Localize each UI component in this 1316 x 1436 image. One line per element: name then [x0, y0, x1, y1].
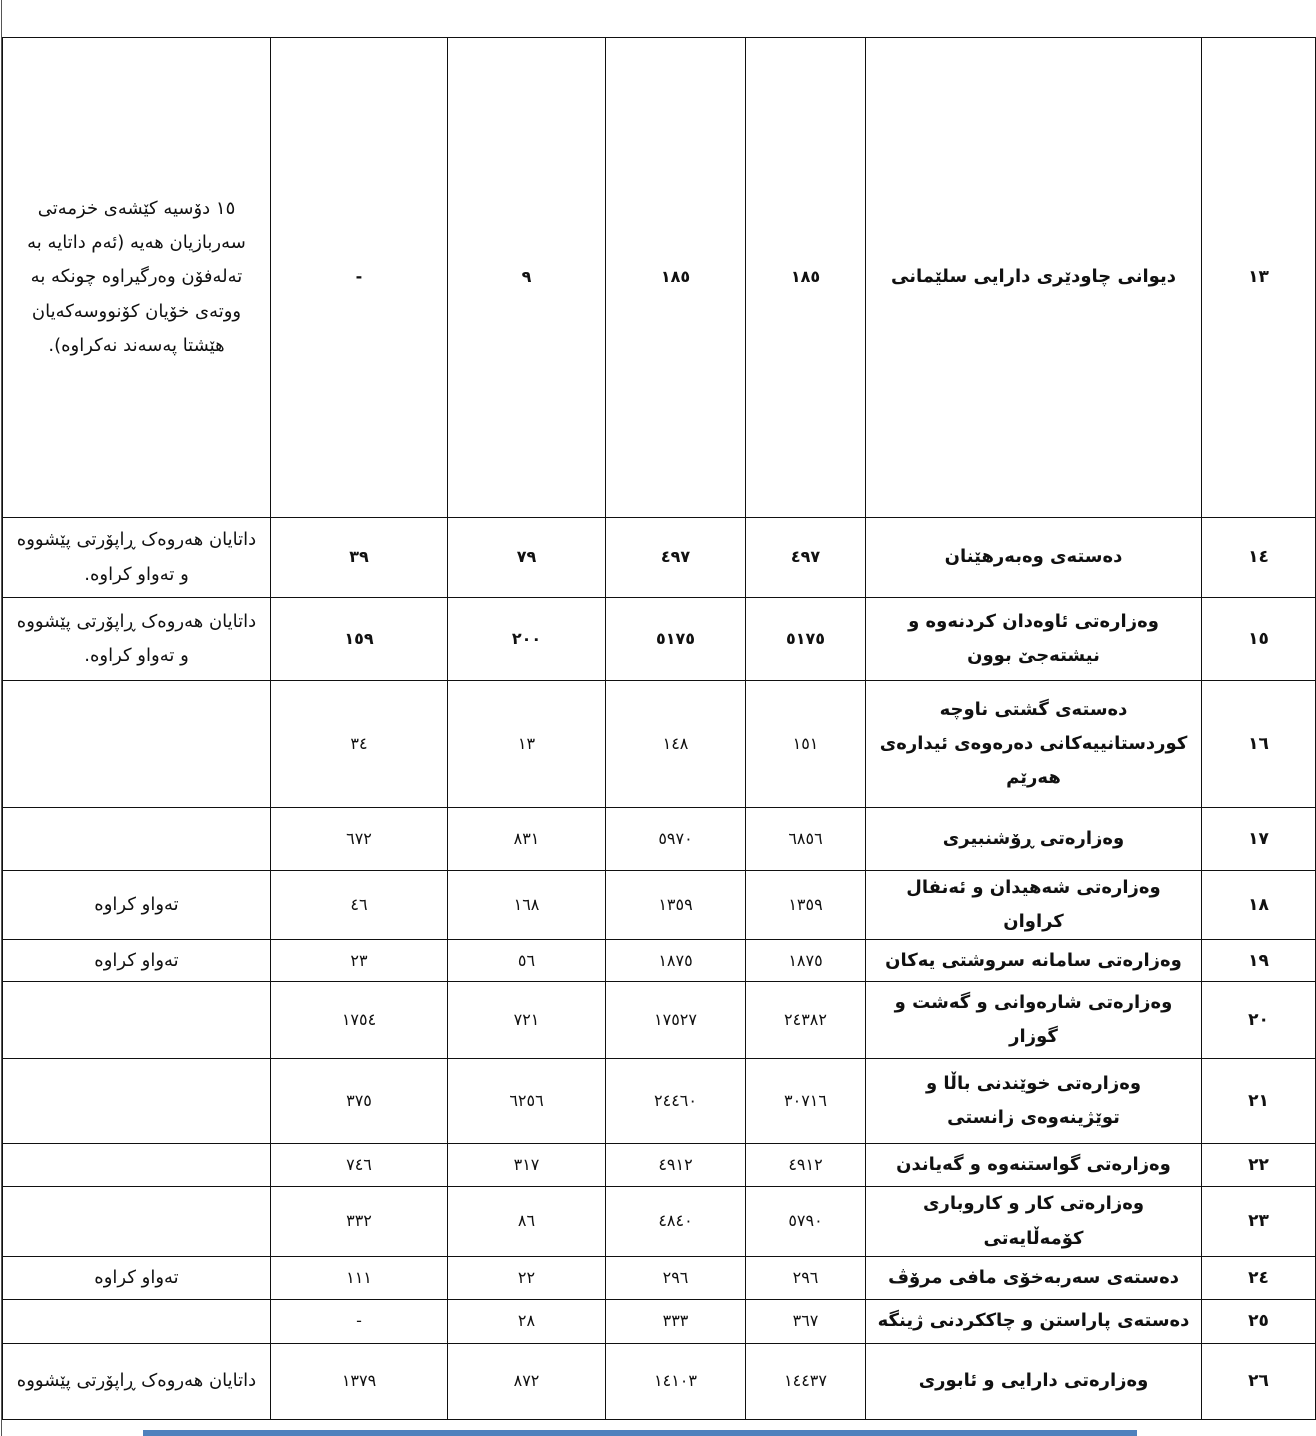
- value-d-cell: ١٣٧٩: [271, 1343, 448, 1419]
- row-number-cell: ٢٥: [1202, 1299, 1316, 1343]
- value-c-cell: ٧٢١: [448, 982, 606, 1059]
- value-b-cell: ١٤١٠٣: [606, 1343, 746, 1419]
- value-d-cell: -: [271, 38, 448, 518]
- row-number-cell: ٢٤: [1202, 1256, 1316, 1299]
- value-d-cell: ٣٧٥: [271, 1059, 448, 1144]
- note-cell: [3, 1144, 271, 1187]
- value-c-cell: ٨٣١: [448, 808, 606, 871]
- institution-name-cell: وەزارەتی خوێندنی باڵا و توێژینەوەی زانستی: [866, 1059, 1202, 1144]
- value-c-cell: ٦٢٥٦: [448, 1059, 606, 1144]
- row-number-cell: ١٩: [1202, 940, 1316, 982]
- value-d-cell: ٣٩: [271, 518, 448, 598]
- value-d-cell: ٢٣: [271, 940, 448, 982]
- note-cell: [3, 808, 271, 871]
- institution-name-cell: دەستەی پاراستن و چاککردنی ژینگە: [866, 1299, 1202, 1343]
- value-b-cell: ٥١٧٥: [606, 598, 746, 681]
- value-b-cell: ٢٩٦: [606, 1256, 746, 1299]
- value-c-cell: ٧٩: [448, 518, 606, 598]
- row-number-cell: ١٨: [1202, 871, 1316, 940]
- value-d-cell: -: [271, 1299, 448, 1343]
- table-row: [3, 681, 1316, 808]
- value-c-cell: ١٦٨: [448, 871, 606, 940]
- value-b-cell: ١٣٥٩: [606, 871, 746, 940]
- value-b-cell: ٤٩٧: [606, 518, 746, 598]
- institution-name-cell: وەزارەتی شارەوانی و گەشت و گوزار: [866, 982, 1202, 1059]
- note-cell: داتایان هەروەک ڕاپۆرتی پێشووە و تەواو کراوە.: [3, 598, 271, 681]
- institution-name-cell: وەزارەتی ئاوەدان کردنەوە و نیشتەجێ بوون: [866, 598, 1202, 681]
- value-a-cell: ٢٤٣٨٢: [746, 982, 866, 1059]
- row-number-cell: ١٥: [1202, 598, 1316, 681]
- row-number-cell: ٢٢: [1202, 1144, 1316, 1187]
- value-c-cell: ٢٠٠: [448, 598, 606, 681]
- value-d-cell: ٣٤: [271, 681, 448, 808]
- table-row: [3, 1299, 1316, 1343]
- institution-name-cell: وەزارەتی گواستنەوە و گەیاندن: [866, 1144, 1202, 1187]
- value-a-cell: ١٨٥: [746, 38, 866, 518]
- institution-name-cell: دەستەی وەبەرهێنان: [866, 518, 1202, 598]
- table-row: [3, 1059, 1316, 1144]
- value-a-cell: ٤٩٧: [746, 518, 866, 598]
- institution-name-cell: وەزارەتی ڕۆشنبیری: [866, 808, 1202, 871]
- value-d-cell: ٤٦: [271, 871, 448, 940]
- value-c-cell: ٣١٧: [448, 1144, 606, 1187]
- note-cell: ١٥ دۆسیە کێشەی خزمەتی سەربازیان هەیە (ئەم داتایە بە تەلەفۆن وەرگیراوە چونکە بە ووتەی خۆیان کۆنووسەکەیان هێشتا پەسەند نەکراوە).: [3, 38, 271, 518]
- note-cell: [3, 982, 271, 1059]
- institution-name-cell: ديوانی چاودێری دارایی سلێمانی: [866, 38, 1202, 518]
- table-row: [3, 1144, 1316, 1187]
- value-b-cell: ١٨٥: [606, 38, 746, 518]
- institution-name-cell: دەستەی گشتی ناوچە کوردستانییەکانی دەرەوەی ئیدارەی هەرێم: [866, 681, 1202, 808]
- table-row: [3, 518, 1316, 598]
- row-number-cell: ٢٦: [1202, 1343, 1316, 1419]
- institution-name-cell: وەزارەتی شەهیدان و ئەنفال کراوان: [866, 871, 1202, 940]
- row-number-cell: ٢١: [1202, 1059, 1316, 1144]
- institution-name-cell: دەستەی سەربەخۆی مافی مرۆڤ: [866, 1256, 1202, 1299]
- ministries-data-table: [2, 37, 1316, 1420]
- row-number-cell: ٢٠: [1202, 982, 1316, 1059]
- table-row: [3, 940, 1316, 982]
- table-row: [3, 1187, 1316, 1256]
- note-cell: تەواو کراوە: [3, 871, 271, 940]
- table-row: [3, 1256, 1316, 1299]
- value-a-cell: ٣٠٧١٦: [746, 1059, 866, 1144]
- value-c-cell: ٥٦: [448, 940, 606, 982]
- row-number-cell: ١٤: [1202, 518, 1316, 598]
- value-d-cell: ٣٣٢: [271, 1187, 448, 1256]
- table-row: [3, 38, 1316, 518]
- value-b-cell: ٢٤٤٦٠: [606, 1059, 746, 1144]
- value-d-cell: ١٥٩: [271, 598, 448, 681]
- value-b-cell: ٤٨٤٠: [606, 1187, 746, 1256]
- row-number-cell: ٢٣: [1202, 1187, 1316, 1256]
- table-row: [3, 871, 1316, 940]
- note-cell: [3, 1059, 271, 1144]
- note-cell: تەواو کراوە: [3, 1256, 271, 1299]
- value-b-cell: ٤٩١٢: [606, 1144, 746, 1187]
- table-row: [3, 598, 1316, 681]
- table-row: [3, 1343, 1316, 1419]
- value-a-cell: ١٨٧٥: [746, 940, 866, 982]
- row-number-cell: ١٧: [1202, 808, 1316, 871]
- value-a-cell: ١٤٤٣٧: [746, 1343, 866, 1419]
- value-a-cell: ٥٧٩٠: [746, 1187, 866, 1256]
- note-cell: تەواو کراوە: [3, 940, 271, 982]
- institution-name-cell: وەزارەتی سامانە سروشتی یەکان: [866, 940, 1202, 982]
- note-cell: [3, 681, 271, 808]
- footer-divider-bar: [143, 1430, 1137, 1436]
- table-row: [3, 808, 1316, 871]
- value-a-cell: ٥١٧٥: [746, 598, 866, 681]
- value-a-cell: ١٥١: [746, 681, 866, 808]
- row-number-cell: ١٣: [1202, 38, 1316, 518]
- institution-name-cell: وەزارەتی دارایی و ئابوری: [866, 1343, 1202, 1419]
- value-a-cell: ٢٩٦: [746, 1256, 866, 1299]
- value-c-cell: ٢٢: [448, 1256, 606, 1299]
- value-d-cell: ٧٤٦: [271, 1144, 448, 1187]
- value-c-cell: ٢٨: [448, 1299, 606, 1343]
- value-b-cell: ١٨٧٥: [606, 940, 746, 982]
- value-c-cell: ١٣: [448, 681, 606, 808]
- note-cell: داتایان هەروەک ڕاپۆرتی پێشووە و تەواو کراوە.: [3, 518, 271, 598]
- note-cell: داتایان هەروەک ڕاپۆرتی پێشووە: [3, 1343, 271, 1419]
- value-d-cell: ١١١: [271, 1256, 448, 1299]
- table-row: [3, 982, 1316, 1059]
- value-a-cell: ١٣٥٩: [746, 871, 866, 940]
- value-b-cell: ٥٩٧٠: [606, 808, 746, 871]
- value-d-cell: ١٧٥٤: [271, 982, 448, 1059]
- row-number-cell: ١٦: [1202, 681, 1316, 808]
- note-cell: [3, 1187, 271, 1256]
- value-b-cell: ١٤٨: [606, 681, 746, 808]
- value-c-cell: ٩: [448, 38, 606, 518]
- value-b-cell: ١٧٥٢٧: [606, 982, 746, 1059]
- value-d-cell: ٦٧٢: [271, 808, 448, 871]
- institution-name-cell: وەزارەتی کار و کاروباری کۆمەڵایەتی: [866, 1187, 1202, 1256]
- note-cell: [3, 1299, 271, 1343]
- value-c-cell: ٨٦: [448, 1187, 606, 1256]
- value-a-cell: ٤٩١٢: [746, 1144, 866, 1187]
- value-a-cell: ٦٨٥٦: [746, 808, 866, 871]
- value-c-cell: ٨٧٢: [448, 1343, 606, 1419]
- value-b-cell: ٣٣٣: [606, 1299, 746, 1343]
- value-a-cell: ٣٦٧: [746, 1299, 866, 1343]
